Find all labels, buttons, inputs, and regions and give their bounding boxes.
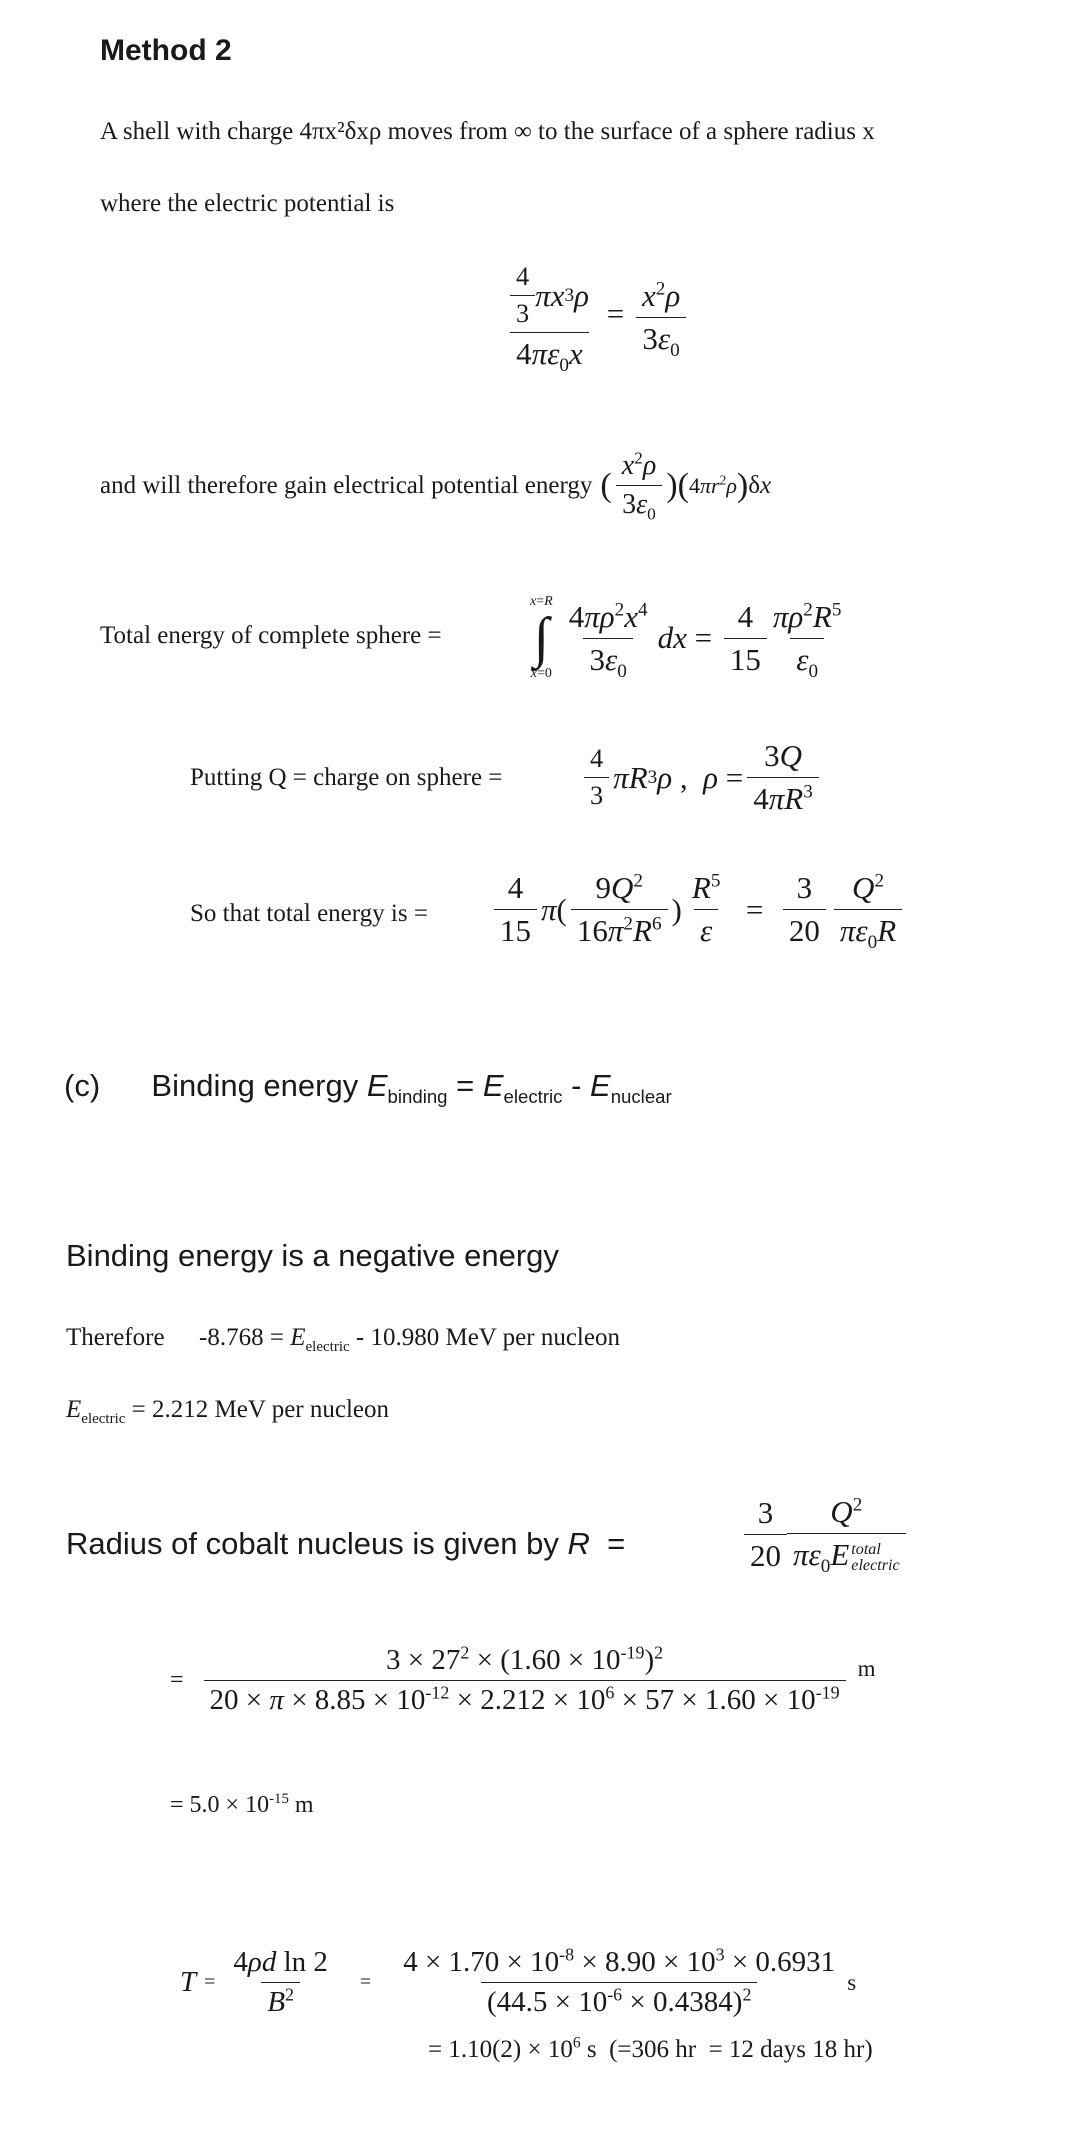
electric-potential-text: where the electric potential is xyxy=(100,190,395,217)
therefore-line xyxy=(66,1324,620,1355)
total-energy-equation: $\frac{4}{15}$ π ( $\frac{9Q^2}{16\pi^2R^6}$ ) $\frac{R^5}{\varepsilon}$ = $\frac{3}{20}$ $\frac{Q^2}{\pi\varepsilon_0R}$ xyxy=(490,870,906,949)
part-c-label: (c) xyxy=(64,1068,101,1103)
electric-subscript: electric xyxy=(81,1411,126,1427)
method-heading: Method 2 xyxy=(100,34,232,67)
radius-result: = $5.0 \times 10^{-15}$ m xyxy=(170,1791,314,1818)
e-electric-result xyxy=(66,1396,390,1427)
potential-energy-text: and will therefore gain electrical potential energy xyxy=(100,471,593,499)
nuclear-subscript: nuclear xyxy=(610,1086,672,1108)
binding-negative-statement: Binding energy is a negative energy xyxy=(66,1238,559,1273)
potential-equation: $\frac{4}{3}$ πx 3 ρ $4\pi\varepsilon_0x$ = $\frac{x^2\rho}{3\varepsilon_0}$ xyxy=(500,262,690,372)
therefore-rhs: - 10.980 MeV per nucleon xyxy=(355,1324,620,1351)
part-c-line: (c) Binding energy $E_{binding} = E_{electric} - E_{nuclear}$ xyxy=(64,1068,672,1108)
total-energy-label: Total energy of complete sphere = xyxy=(100,622,442,649)
potential-energy-line: and will therefore gain electrical potential energy ( $\frac{x^2\rho}{3\varepsilon_0}$ )( $4\pi r^2\rho$ ) δx xyxy=(100,448,772,524)
shell-charge-text: A shell with charge 4πx²δxρ moves from ∞ to the surface of a sphere radius x xyxy=(100,118,875,145)
half-life-eq: T = $\frac{\text{4ρd ln 2}}{B^2}$ = $\frac{4 \times 1.70 \times 10^{-8} \times 8.90 \times 10^3 \times 0.6931}{(44.5 \times 10^{-6} \times 0.4384)^2}$ s xyxy=(180,1944,857,2018)
r-symbol: R xyxy=(567,1526,590,1561)
putting-q-label: Putting Q = charge on sphere = xyxy=(190,764,503,791)
e-symbol: E xyxy=(482,1068,504,1103)
electric-subscript: electric xyxy=(305,1339,350,1355)
e-symbol: E xyxy=(66,1396,82,1423)
radius-formula: $\frac{3}{20}$ $Q^2$ $\pi\varepsilon_0E$ total electric xyxy=(740,1494,910,1574)
e-symbol: E xyxy=(590,1068,611,1103)
e-electric-value: = 2.212 MeV per nucleon xyxy=(131,1396,390,1423)
radius-intro: Radius of cobalt nucleus is given by xyxy=(66,1526,559,1561)
unit-s: s xyxy=(847,1969,857,1995)
e-symbol: E xyxy=(290,1324,306,1351)
t-symbol: T xyxy=(180,1966,197,1998)
unit-m: m xyxy=(857,1655,876,1681)
charge-density-equation: $\frac{4}{3}$ πR 3 ρ , ρ = $\frac{3Q}{4\pi R^3}$ xyxy=(580,738,823,817)
radius-numeric-eq: = $\frac{3 \times 27^2 \times (1.60 \times 10^{-19})^2}{20 \times \pi \times 8.85 \times 10^{-12} \times 2.212 \times 10^6 \times 57 \times 1.60 \times 10^{-19}}$ m xyxy=(170,1642,876,1716)
therefore-word: Therefore xyxy=(66,1324,165,1351)
so-that-label: So that total energy is = xyxy=(190,900,428,927)
integral-equation: x=R ∫ x=0 $\frac{4\pi\rho^2x^4}{3\varepsilon_0}$ dx = $\frac{4}{15}$ $\frac{\pi\rho^2R^5}{\varepsilon_0}$ xyxy=(530,594,842,682)
binding-energy-prefix: Binding energy xyxy=(151,1068,359,1103)
radius-intro-line: Radius of cobalt nucleus is given by R = xyxy=(66,1526,626,1561)
e-symbol: E xyxy=(366,1068,388,1103)
binding-subscript: binding xyxy=(387,1086,448,1108)
therefore-lhs: -8.768 = xyxy=(199,1324,284,1351)
electric-subscript: electric xyxy=(503,1086,563,1108)
half-life-result: = $1.10(2) \times 10^6$ s (=306 hr = 12 days 18 hr) xyxy=(428,2034,873,2063)
